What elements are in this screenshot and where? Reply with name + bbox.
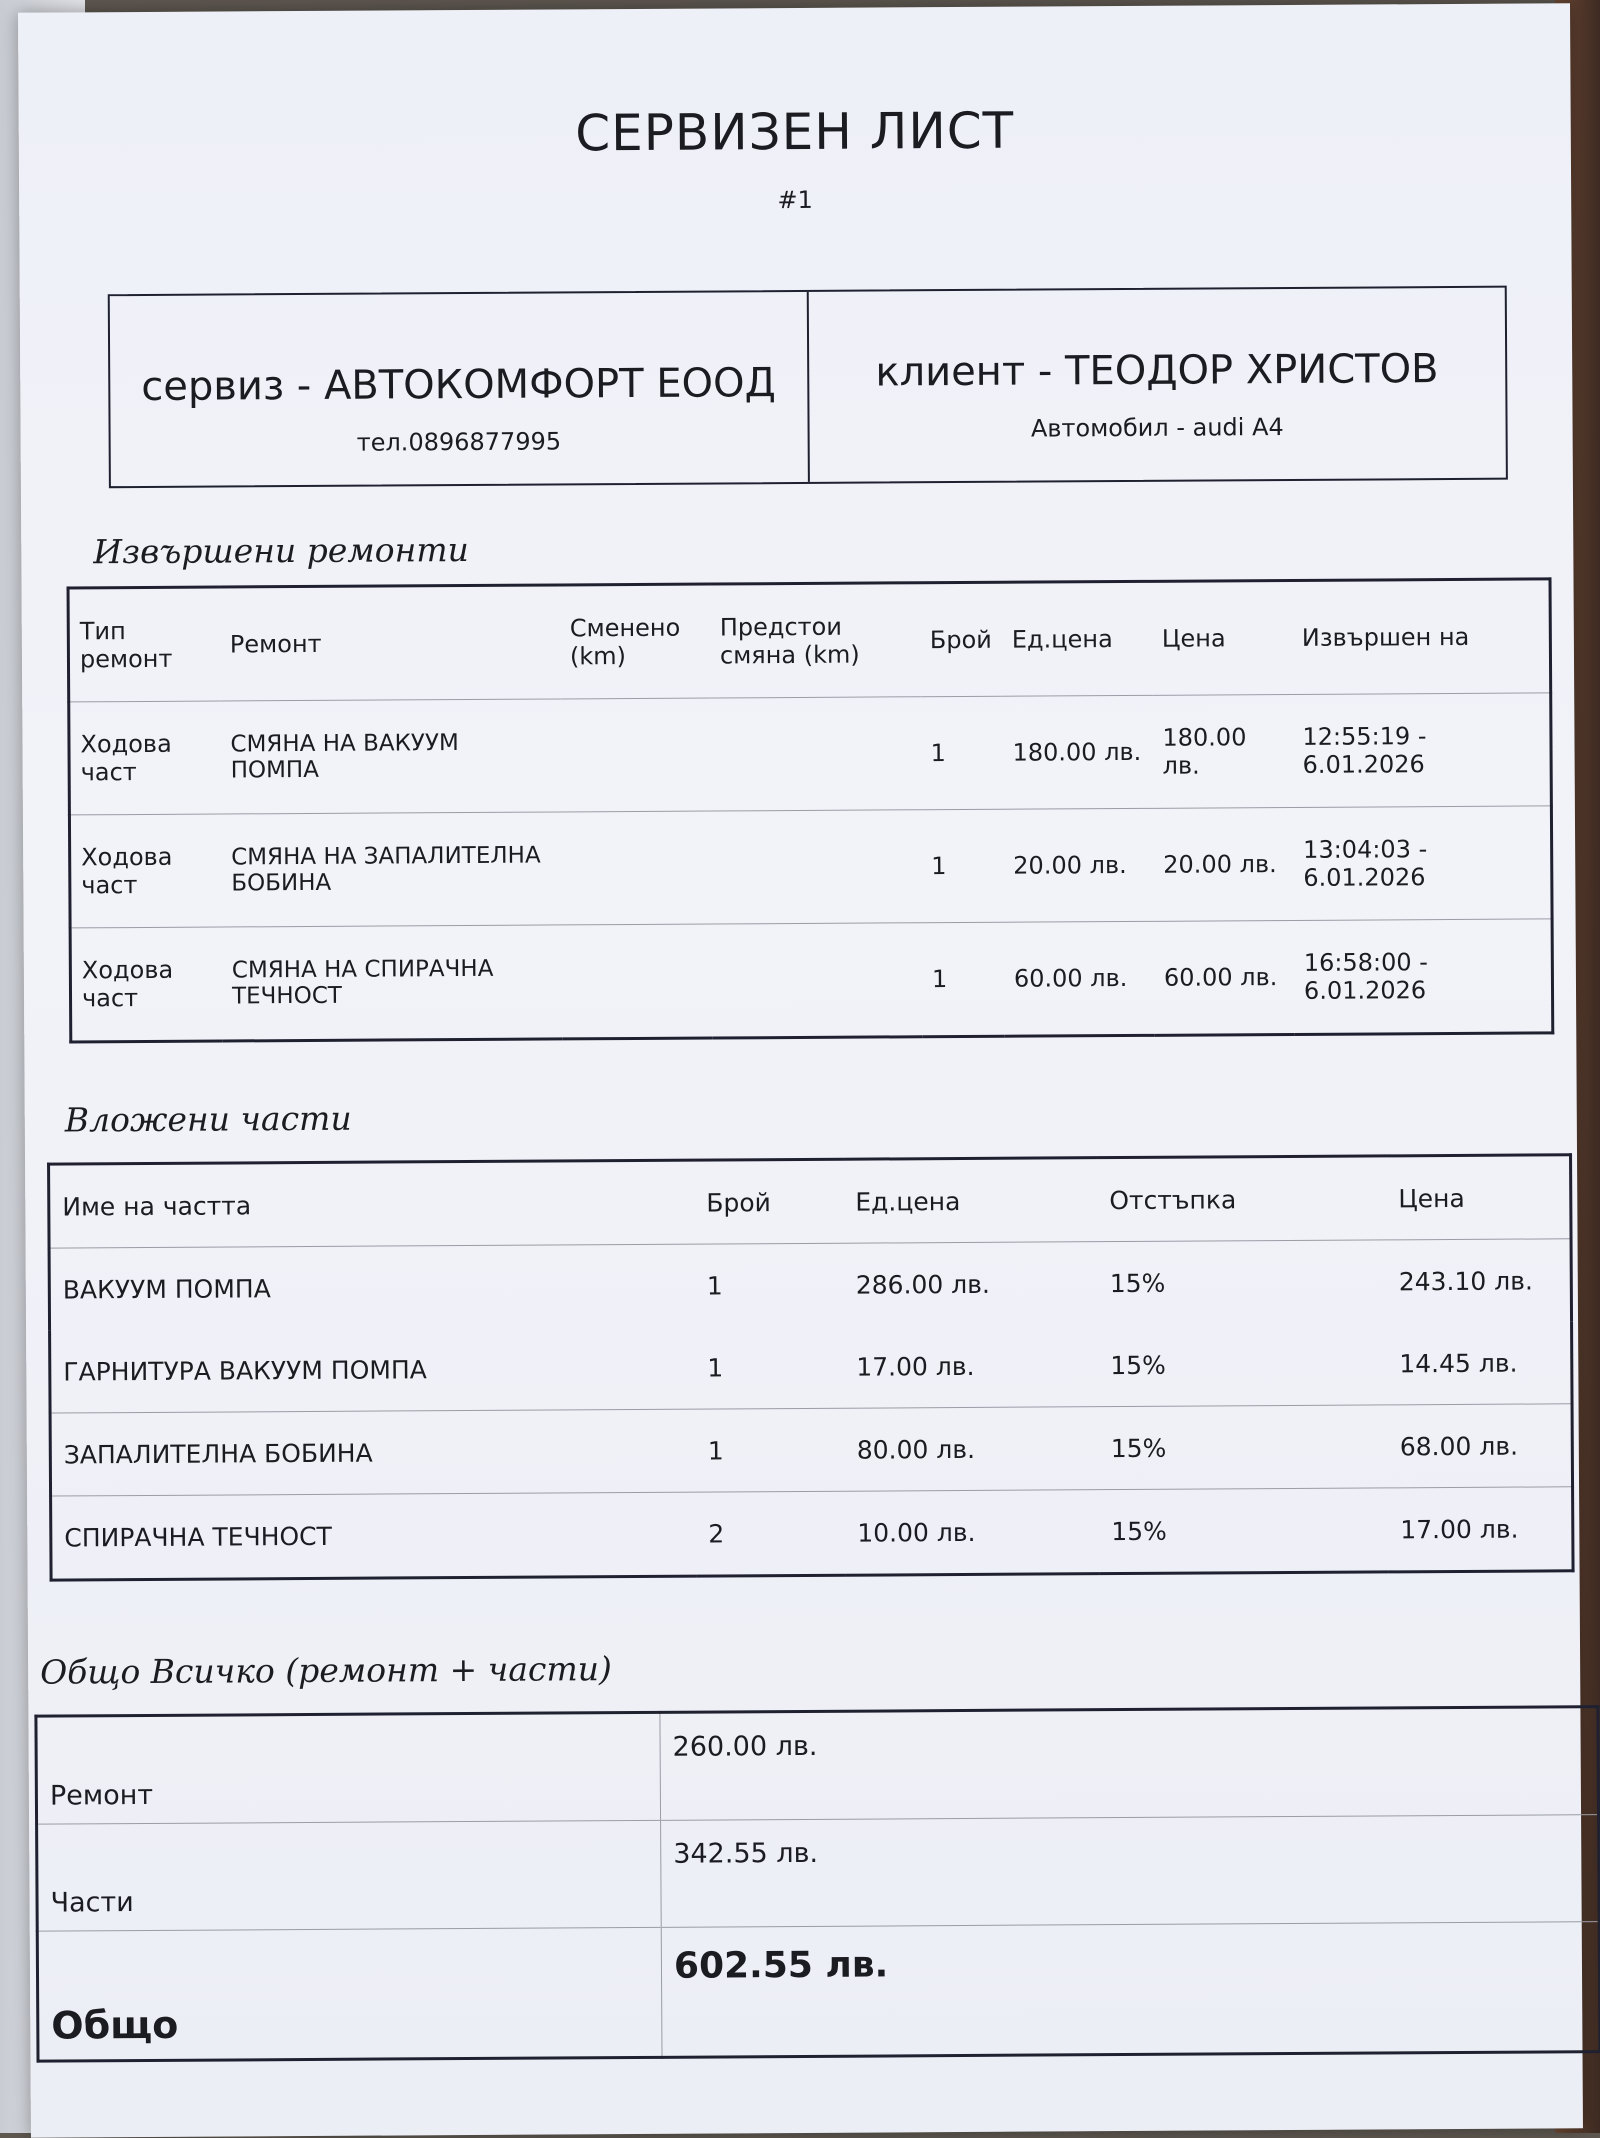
next-km [710, 697, 921, 811]
totals-label: Ремонт [36, 1712, 661, 1824]
repair-name: СМЯНА НА СПИРАЧНА ТЕЧНОСТ [222, 925, 563, 1041]
price: 243.10 лв. [1398, 1266, 1533, 1296]
price: 14.45 лв. [1387, 1321, 1572, 1405]
part-name: СПИРАЧНА ТЕЧНОСТ [64, 1521, 332, 1552]
unit-price: 10.00 лв. [857, 1517, 976, 1548]
col-part-name: Име на частта [49, 1160, 695, 1248]
unit-price: 60.00 лв. [1004, 921, 1155, 1036]
totals-value: 342.55 лв. [661, 1815, 1600, 1928]
service-sheet [18, 3, 1583, 2137]
col-qty: Брой [694, 1159, 844, 1244]
next-km [712, 923, 923, 1038]
unit-price: 80.00 лв. [845, 1407, 1100, 1492]
table-row [50, 1321, 1572, 1413]
parts-table [47, 1153, 1575, 1581]
price: 17.00 лв. [1400, 1514, 1519, 1544]
qty: 1 [695, 1326, 845, 1409]
col-price: Цена [1151, 580, 1292, 695]
unit-price: 180.00 лв. [1012, 737, 1142, 767]
price: 180.00 лв. [1162, 723, 1247, 780]
next-km [711, 810, 922, 924]
repairs-table [67, 577, 1555, 1043]
table-row [69, 693, 1552, 815]
parts-heading: Вложени части [64, 1098, 352, 1140]
qty: 1 [922, 922, 1005, 1036]
qty: 1 [930, 739, 946, 768]
done-at: 12:55:19 - 6.01.2026 [1302, 722, 1427, 779]
table-row [69, 806, 1552, 928]
unit-price: 20.00 лв. [1003, 808, 1154, 922]
col-next-km: Предстои смяна (km) [710, 583, 921, 698]
qty: 1 [921, 809, 1004, 922]
changed-km [560, 698, 711, 812]
table-row [70, 919, 1553, 1042]
price: 60.00 лв. [1154, 920, 1295, 1035]
totals-label: Части [37, 1820, 662, 1931]
unit-price: 17.00 лв. [844, 1324, 1098, 1408]
repairs-header-row [68, 579, 1551, 702]
col-repair-type: Тип ремонт [68, 587, 220, 702]
repair-name: СМЯНА НА ЗАПАЛИТЕЛНА БОБИНА [221, 812, 562, 927]
discount: 15% [1099, 1405, 1389, 1490]
vehicle-info: Автомобил - audi A4 [1030, 413, 1284, 443]
col-qty: Брой [920, 582, 1003, 696]
col-price: Цена [1386, 1155, 1571, 1240]
col-done-at: Извършен на [1291, 579, 1550, 695]
part-name: ГАРНИТУРА ВАКУУМ ПОМПА [50, 1327, 696, 1413]
parts-header-row [49, 1155, 1571, 1248]
service-phone: тел.0896877995 [356, 427, 562, 457]
col-repair: Ремонт [220, 585, 561, 701]
qty: 1 [706, 1270, 723, 1301]
unit-price: 286.00 лв. [855, 1269, 990, 1300]
table-row [50, 1404, 1572, 1496]
totals-row-parts [37, 1815, 1600, 1932]
totals-value: 260.00 лв. [672, 1730, 818, 1763]
qty: 1 [696, 1408, 846, 1492]
repair-type: Ходова част [70, 927, 222, 1042]
col-changed-km: Сменено (km) [560, 584, 711, 699]
discount: 15% [1111, 1516, 1167, 1546]
table-row [49, 1239, 1571, 1331]
done-at: 13:04:03 - 6.01.2026 [1293, 806, 1552, 921]
changed-km [562, 924, 713, 1039]
table-row [51, 1487, 1573, 1580]
grand-total-row [37, 1922, 1600, 2062]
col-unit-price: Ед.цена [1001, 581, 1152, 696]
header-box [108, 286, 1508, 489]
grand-total-value: 602.55 лв. [661, 1922, 1600, 2058]
col-discount: Отстъпка [1097, 1156, 1387, 1242]
repair-type: Ходова част [69, 814, 221, 928]
totals-table [34, 1705, 1600, 2063]
document-title: СЕРВИЗЕН ЛИСТ [575, 101, 1015, 163]
totals-heading: Общо Всичко (ремонт + части) [40, 1649, 612, 1692]
changed-km [561, 811, 712, 925]
discount: 15% [1109, 1268, 1166, 1298]
service-info [110, 292, 808, 486]
discount: 15% [1098, 1322, 1387, 1406]
part-name: ЗАПАЛИТЕЛНА БОБИНА [50, 1409, 696, 1496]
qty: 2 [708, 1518, 725, 1549]
document-number: #1 [777, 185, 813, 215]
client-name: клиент - ТЕОДОР ХРИСТОВ [875, 346, 1439, 396]
price: 68.00 лв. [1388, 1404, 1573, 1488]
grand-total-label: Общо [37, 1927, 662, 2061]
price: 20.00 лв. [1153, 807, 1294, 921]
part-name: ВАКУУМ ПОМПА [62, 1273, 271, 1304]
repair-name: СМЯНА НА ВАКУУМ ПОМПА [230, 730, 459, 784]
col-unit-price: Ед.цена [843, 1158, 1098, 1244]
client-info [806, 288, 1506, 482]
done-at: 16:58:00 - 6.01.2026 [1294, 919, 1553, 1035]
totals-row-repairs [36, 1707, 1599, 1825]
repairs-heading: Извършени ремонти [93, 529, 469, 572]
repair-type: Ходова част [80, 729, 172, 787]
service-name: сервиз - АВТОКОМФОРТ ЕООД [141, 360, 776, 410]
